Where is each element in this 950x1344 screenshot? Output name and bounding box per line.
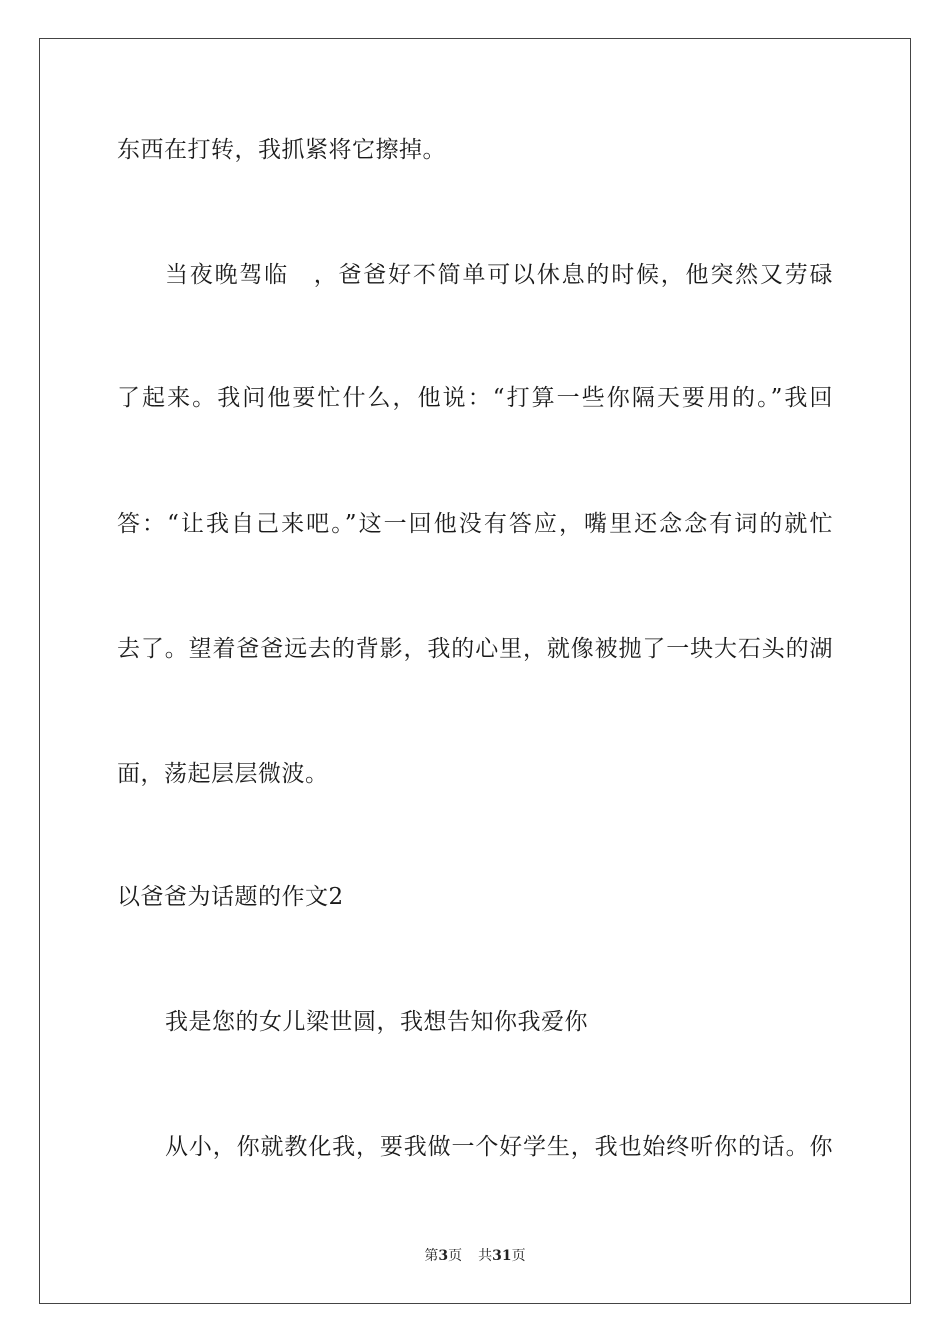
text-line-1: 东西在打转，我抓紧将它擦掉。 [117, 137, 446, 163]
footer-total-prefix: 共 [478, 1248, 493, 1264]
footer-page-number: 3 [438, 1248, 449, 1264]
text-line-6: 面，荡起层层微波。 [117, 761, 329, 787]
footer-prefix: 第 [424, 1248, 439, 1264]
page-footer [0, 1247, 950, 1265]
text-line-4: 答：“让我自己来吧。”这一回他没有答应，嘴里还念念有词的就忙 [117, 511, 833, 537]
footer-total-pages: 31 [492, 1248, 512, 1264]
page-frame [39, 38, 911, 1304]
footer-total-suffix: 页 [511, 1248, 526, 1264]
text-line-5: 去了。望着爸爸远去的背影，我的心里，就像被抛了一块大石头的湖 [117, 636, 833, 662]
text-line-8: 我是您的女儿梁世圆，我想告知你我爱你 [165, 1009, 588, 1035]
text-line-3: 了起来。我问他要忙什么，他说：“打算一些你隔天要用的。”我回 [117, 385, 833, 411]
section-heading: 以爸爸为话题的作文2 [117, 884, 344, 910]
text-line-2: 当夜晚驾临 ，爸爸好不简单可以休息的时候，他突然又劳碌 [165, 262, 833, 288]
text-line-9: 从小，你就教化我，要我做一个好学生，我也始终听你的话。你 [165, 1134, 833, 1160]
footer-page-suffix: 页 [448, 1248, 463, 1264]
